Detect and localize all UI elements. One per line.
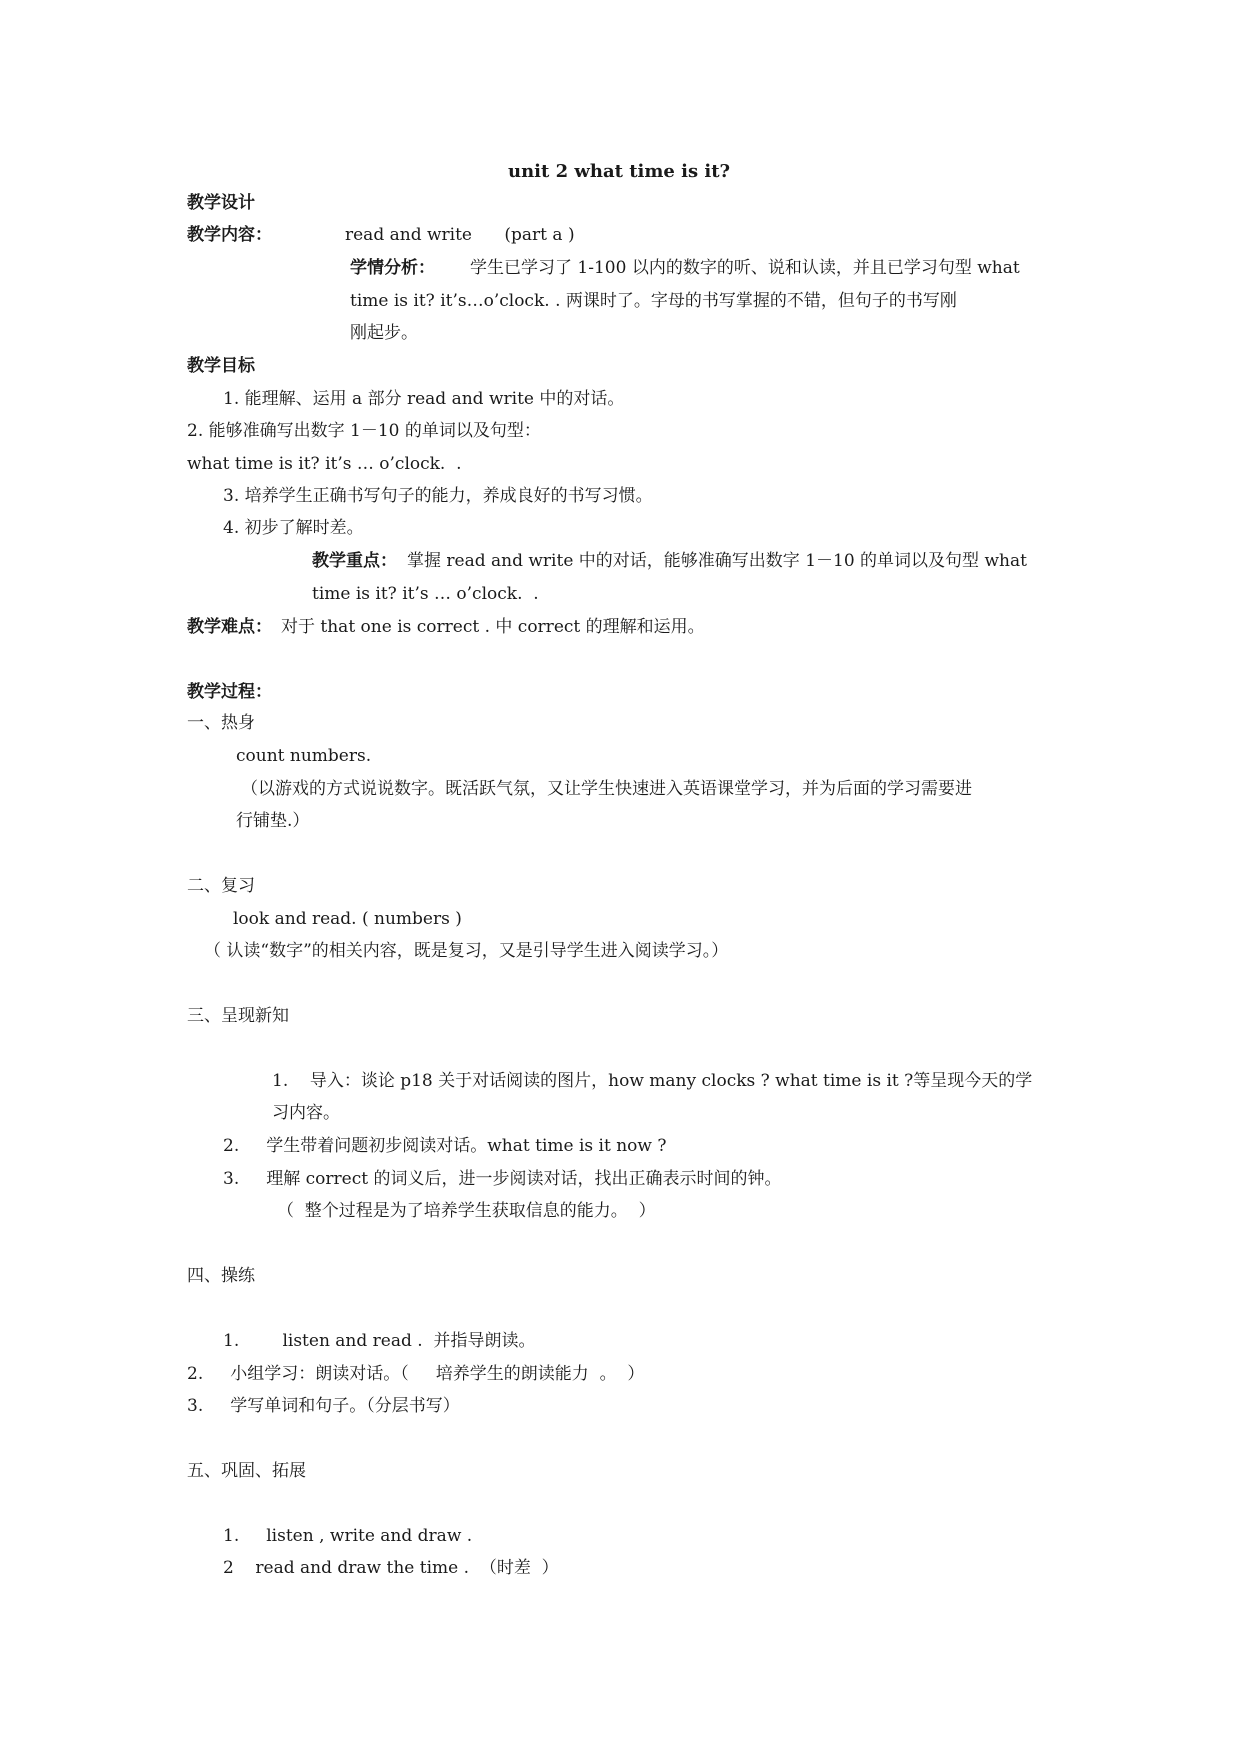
content-value: read and write (part a ) xyxy=(345,225,575,245)
section-4-item-3: 3. 学写单词和句子。（分层书写） xyxy=(187,1396,460,1416)
key-points-label: 教学重点： xyxy=(312,551,397,571)
difficulty-label: 教学难点： xyxy=(187,617,272,637)
section-3-heading: 三、呈现新知 xyxy=(187,1006,289,1026)
section-2-line-2: （ 认读“数字”的相关内容，既是复习，又是引导学生进入阅读学习。） xyxy=(204,941,729,961)
design-heading: 教学设计 xyxy=(187,193,255,213)
section-3-item-1b: 习内容。 xyxy=(272,1103,340,1123)
section-1-line-1: count numbers. xyxy=(236,746,372,766)
section-3-note: （ 整个过程是为了培养学生获取信息的能力。 ） xyxy=(277,1201,656,1221)
section-5-item-1: 1. listen , write and draw . xyxy=(223,1526,473,1546)
section-4-item-2: 2. 小组学习：朗读对话。（ 培养学生的朗读能力 。 ） xyxy=(187,1364,645,1384)
content-label: 教学内容： xyxy=(187,225,272,245)
section-3-item-2: 2. 学生带着问题初步阅读对话。what time is it now ? xyxy=(223,1136,667,1156)
key-points-line-1: 掌握 read and write 中的对话，能够准确写出数字 1－10 的单词以及句型 what xyxy=(407,551,1027,571)
key-points-line-2: time is it? it’s … o’clock. . xyxy=(312,584,539,604)
analysis-line-2: time is it? it’s…o’clock. . 两课时了。字母的书写掌握的不错，但句子的书写刚 xyxy=(350,291,957,311)
section-5-item-2: 2 read and draw the time . （时差 ） xyxy=(223,1558,559,1578)
goal-3: 3. 培养学生正确书写句子的能力，养成良好的书写习惯。 xyxy=(223,486,653,506)
section-2-line-1: look and read. ( numbers ) xyxy=(233,909,462,929)
section-1-line-3: 行铺垫.） xyxy=(236,811,310,831)
goals-heading: 教学目标 xyxy=(187,356,255,376)
goal-4: 4. 初步了解时差。 xyxy=(223,518,364,538)
section-3-item-3: 3. 理解 correct 的词义后，进一步阅读对话，找出正确表示时间的钟。 xyxy=(223,1169,782,1189)
section-2-heading: 二、复习 xyxy=(187,876,255,896)
section-1-line-2: （以游戏的方式说说数字。既活跃气氛，又让学生快速进入英语课堂学习，并为后面的学习需要进 xyxy=(241,779,972,799)
section-5-heading: 五、巩固、拓展 xyxy=(187,1461,306,1481)
process-heading: 教学过程： xyxy=(187,682,272,702)
analysis-line-1: 学生已学习了 1-100 以内的数字的听、说和认读，并且已学习句型 what xyxy=(470,258,1020,278)
goal-2-pattern: what time is it? it’s … o’clock. . xyxy=(187,454,462,474)
section-1-heading: 一、热身 xyxy=(187,713,255,733)
analysis-line-3: 刚起步。 xyxy=(350,323,418,343)
section-4-heading: 四、操练 xyxy=(187,1266,255,1286)
difficulty-value: 对于 that one is correct . 中 correct 的理解和运用。 xyxy=(281,617,705,637)
goal-1: 1. 能理解、运用 a 部分 read and write 中的对话。 xyxy=(223,389,625,409)
goal-2: 2. 能够准确写出数字 1－10 的单词以及句型： xyxy=(187,421,541,441)
section-4-item-1: 1. listen and read . 并指导朗读。 xyxy=(223,1331,536,1351)
section-3-item-1a: 1. 导入：谈论 p18 关于对话阅读的图片，how many clocks ? what time is it ?等呈现今天的学 xyxy=(272,1071,1033,1091)
document-title: unit 2 what time is it? xyxy=(508,161,731,182)
analysis-label: 学情分析： xyxy=(350,258,435,278)
